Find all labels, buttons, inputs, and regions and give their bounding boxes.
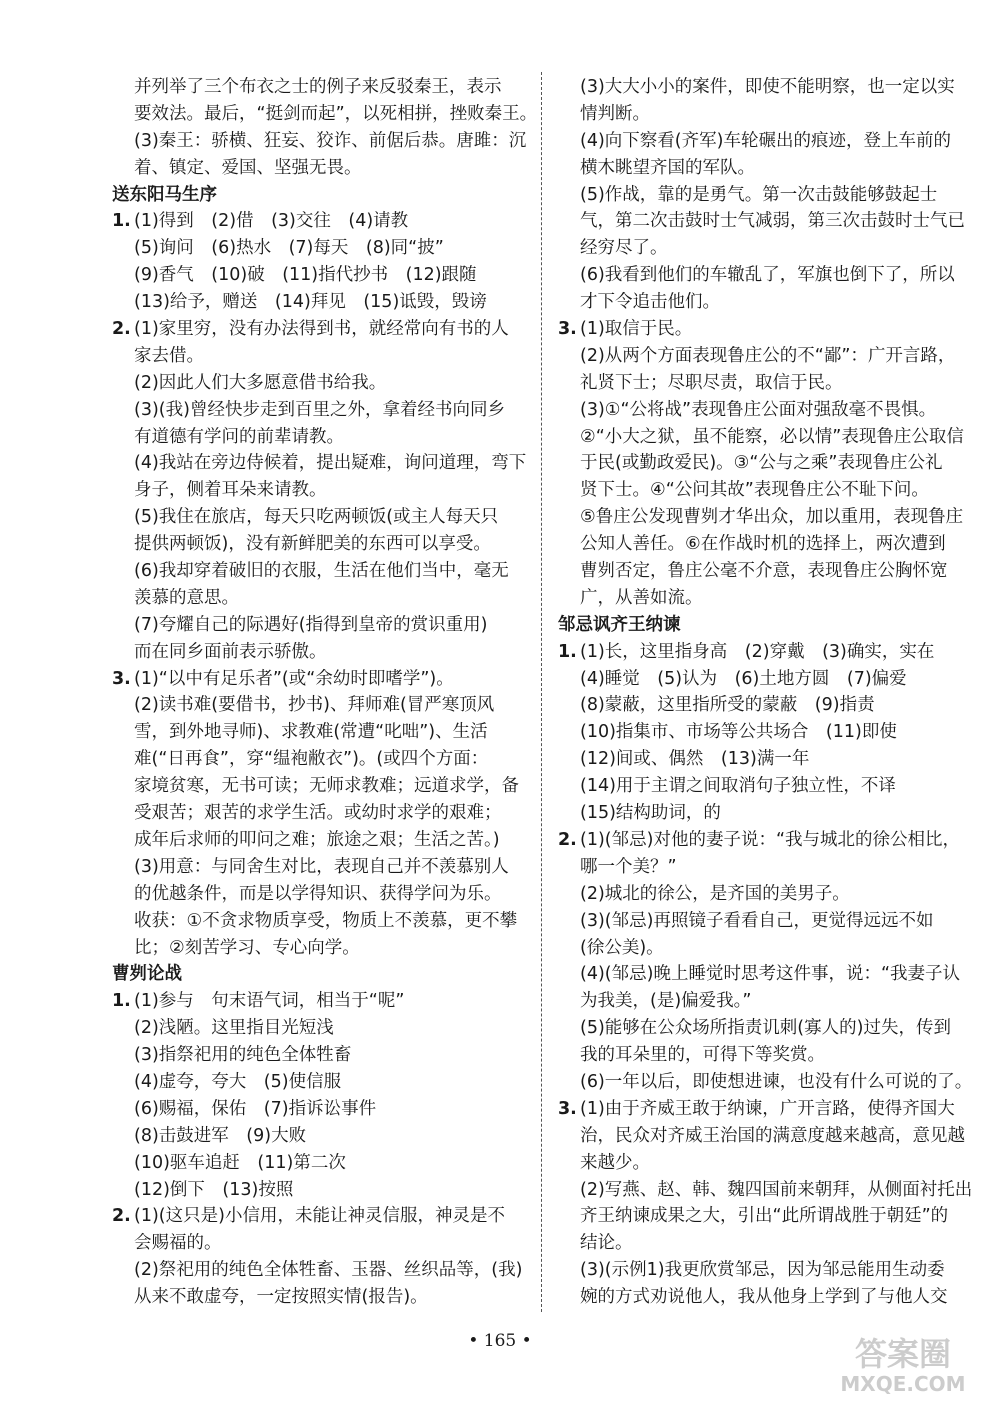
question-line: [112, 988, 542, 1015]
right-column: [558, 74, 988, 1311]
answer-line: 横木眺望齐国的军队。: [580, 157, 755, 178]
section-heading: 送东阳马生序: [112, 184, 217, 205]
answer-text: (1)由于齐威王敢于纳谏，广开言路，使得齐国大: [580, 1098, 955, 1119]
answer-line: 提供两顿饭)，没有新鲜肥美的东西可以享受。: [134, 534, 491, 555]
answer-line: (13)给予，赠送 (14)拜见 (15)诋毁，毁谤: [134, 292, 487, 313]
answer-line: 婉的方式劝说他人，我从他身上学到了与他人交: [580, 1287, 948, 1308]
answer-text: (1)参与 句末语气词，相当于“呢”: [134, 991, 405, 1012]
question-line: [112, 666, 542, 693]
answer-line: (5)询问 (6)热水 (7)每天 (8)同“披”: [134, 238, 444, 259]
question-number: 2.: [558, 829, 577, 850]
answer-line: (6)赐福，保佑 (7)指诉讼事件: [134, 1098, 377, 1119]
answer-line: 结论。: [580, 1233, 633, 1254]
question-number: 1.: [112, 211, 131, 232]
answer-line: 我的耳朵里的，可得下等奖赏。: [580, 1045, 825, 1066]
answer-line: 治，民众对齐威王治国的满意度越来越高，意见越: [580, 1125, 965, 1146]
answer-text: (1)“以中有足乐者”(或“余幼时即嗜学”)。: [134, 668, 454, 689]
section-heading: 曹刿论战: [112, 964, 182, 985]
answer-line: (2)因此人们大多愿意借书给我。: [134, 372, 387, 393]
answer-line: 会赐福的。: [134, 1233, 222, 1254]
answer-line: 并列举了三个布衣之士的例子来反驳秦王，表示: [134, 77, 502, 97]
answer-line: (2)读书难(要借书，抄书)、拜师难(冒严寒顶风: [134, 695, 495, 716]
question-number: 3.: [112, 668, 131, 689]
answer-line: (6)我却穿着破旧的衣服，生活在他们当中，毫无: [134, 561, 509, 582]
column-divider: [541, 72, 542, 1312]
answer-line: 羡慕的意思。: [134, 587, 239, 608]
answer-line: 的优越条件，而是以学得知识、获得学问为乐。: [134, 883, 502, 904]
answer-line: (10)指集市、市场等公共场合 (11)即使: [580, 722, 897, 743]
answer-line: (3)大大小小的案件，即使不能明察，也一定以实: [580, 77, 955, 97]
answer-line: 比；②刻苦学习、专心向学。: [134, 937, 360, 958]
answer-line: 于民(或勤政爱民)。③“公与之乘”表现鲁庄公礼: [580, 453, 943, 474]
answer-text: (1)(这只是)小信用，未能让神灵信服，神灵是不: [134, 1206, 505, 1227]
answer-line: 气，第二次击鼓时士气减弱，第三次击鼓时士气已: [580, 211, 965, 232]
answer-line: (14)用于主谓之间取消句子独立性，不译: [580, 776, 896, 797]
answer-text: (1)(邹忌)对他的妻子说：“我与城北的徐公相比，: [580, 829, 961, 850]
answer-line: (2)从两个方面表现鲁庄公的不“鄙”：广开言路，: [580, 345, 956, 366]
answer-line: 才下令追击他们。: [580, 292, 720, 313]
answer-line: 贤下士。④“公问其故”表现鲁庄公不耻下问。: [580, 480, 929, 501]
answer-line: ②“小大之狱，虽不能察，必以情”表现鲁庄公取信: [580, 426, 964, 447]
question-number: 1.: [558, 641, 577, 662]
answer-line: 受艰苦；艰苦的求学生活。或幼时求学的艰难；: [134, 803, 502, 824]
answer-line: (2)城北的徐公，是齐国的美男子。: [580, 883, 850, 904]
question-number: 1.: [112, 991, 131, 1012]
answer-line: 要效法。最后，“挺剑而起”，以死相拼，挫败秦王。: [134, 103, 538, 124]
answer-line: (8)击鼓进军 (9)大败: [134, 1125, 307, 1146]
answer-line: 家去借。: [134, 345, 204, 366]
answer-line: 从来不敢虚夸，一定按照实情(报告)。: [134, 1287, 428, 1308]
answer-line: 身子，侧着耳朵来请教。: [134, 480, 327, 501]
answer-line: (8)蒙蔽，这里指所受的蒙蔽 (9)指责: [580, 695, 875, 716]
question-number: 3.: [558, 319, 577, 340]
question-line: [558, 1096, 988, 1123]
answer-line: 家境贫寒，无书可读；无师求教难；远道求学，备: [134, 776, 519, 797]
answer-line: (15)结构助词，的: [580, 803, 721, 824]
answer-line: (12)间或、偶然 (13)满一年: [580, 749, 810, 770]
answer-line: (3)(邹忌)再照镜子看看自己，更觉得远远不如: [580, 910, 934, 931]
answer-line: 公知人善任。⑥在作战时机的选择上，两次遭到: [580, 534, 946, 555]
answer-line: (徐公美)。: [580, 937, 664, 958]
question-number: 3.: [558, 1098, 577, 1119]
answer-line: 礼贤下士；尽职尽责，取信于民。: [580, 372, 843, 393]
answer-line: (3)指祭祀用的纯色全体牲畜: [134, 1045, 352, 1066]
watermark-title: 答案圈: [854, 1335, 952, 1373]
answer-line: (6)我看到他们的车辙乱了，军旗也倒下了，所以: [580, 265, 955, 286]
answer-line: 雪，到外地寻师)、求教难(常遭“叱咄”)、生活: [134, 722, 488, 743]
answer-line: (4)虚夸，夸大 (5)使信服: [134, 1071, 342, 1092]
answer-line: (3)(我)曾经快步走到百里之外，拿着经书向同乡: [134, 399, 505, 420]
answer-line: (4)我站在旁边侍候着，提出疑难，询问道理，弯下: [134, 453, 527, 474]
answer-text: (1)家里穷，没有办法得到书，就经常向有书的人: [134, 319, 509, 340]
answer-line: 广，从善如流。: [580, 587, 703, 608]
answer-line: 齐王纳谏成果之大，引出“此所谓战胜于朝廷”的: [580, 1206, 949, 1227]
answer-line: 为我美，(是)偏爱我。”: [580, 991, 752, 1012]
answer-line: 收获：①不贪求物质享受，物质上不羡慕，更不攀: [134, 910, 518, 931]
answer-line: (2)浅陋。这里指目光短浅: [134, 1018, 334, 1039]
question-line: [558, 639, 988, 666]
answer-line: (9)香气 (10)破 (11)指代抄书 (12)跟随: [134, 265, 477, 286]
question-number: 2.: [112, 319, 131, 340]
section-heading: 邹忌讽齐王纳谏: [558, 614, 681, 635]
question-line: [558, 316, 988, 343]
question-number: 2.: [112, 1206, 131, 1227]
watermark-url: MXQE.COM: [840, 1372, 966, 1396]
answer-line: (5)能够在公众场所指责讥刺(寡人的)过失，传到: [580, 1018, 951, 1039]
answer-line: ⑤鲁庄公发现曹刿才华出众，加以重用，表现鲁庄: [580, 507, 964, 528]
question-line: [112, 316, 542, 343]
question-line: [112, 208, 542, 235]
answer-text: (1)得到 (2)借 (3)交往 (4)请教: [134, 211, 409, 232]
question-line: [558, 827, 988, 854]
left-column: [112, 74, 542, 1311]
answer-line: 来越少。: [580, 1152, 650, 1173]
answer-line: 着、镇定、爱国、坚强无畏。: [134, 157, 362, 178]
question-line: [112, 1203, 542, 1230]
answer-line: (4)(邹忌)晚上睡觉时思考这件事，说：“我妻子认: [580, 964, 961, 985]
answer-line: (3)用意：与同舍生对比，表现自己并不羡慕别人: [134, 856, 509, 877]
page-number: • 165 •: [468, 1331, 532, 1351]
watermark-logo: [828, 1331, 978, 1397]
answer-line: (2)祭祀用的纯色全体牲畜、玉器、丝织品等，(我): [134, 1260, 523, 1281]
answer-text: (1)取信于民。: [580, 319, 693, 340]
answer-text: (1)长，这里指身高 (2)穿戴 (3)确实，实在: [580, 641, 935, 662]
answer-line: 有道德有学问的前辈请教。: [134, 426, 344, 447]
answer-line: (4)睡觉 (5)认为 (6)土地方圆 (7)偏爱: [580, 668, 907, 689]
answer-line: (7)夸耀自己的际遇好(指得到皇帝的赏识重用): [134, 614, 488, 635]
answer-line: 哪一个美？”: [580, 856, 677, 877]
answer-line: (2)写燕、赵、韩、魏四国前来朝拜，从侧面衬托出: [580, 1179, 973, 1200]
answer-line: 经穷尽了。: [580, 238, 668, 259]
answer-line: 情判断。: [580, 103, 650, 124]
answer-line: (5)作战，靠的是勇气。第一次击鼓能够鼓起士: [580, 184, 938, 205]
answer-line: (10)驱车追赶 (11)第二次: [134, 1152, 346, 1173]
answer-line: (5)我住在旅店，每天只吃两顿饭(或主人每天只: [134, 507, 499, 528]
answer-line: 成年后求师的叩问之难；旅途之艰；生活之苦。): [134, 829, 500, 850]
answer-line: 难(“日再食”，穿“缊袍敝衣”)。(或四个方面：: [134, 749, 489, 770]
answer-line: (12)倒下 (13)按照: [134, 1179, 294, 1200]
answer-line: (4)向下察看(齐军)车轮碾出的痕迹，登上车前的: [580, 130, 951, 151]
answer-line: (3)(示例1)我更欣赏邹忌，因为邹忌能用生动委: [580, 1260, 945, 1281]
answer-line: (3)①“公将战”表现鲁庄公面对强敌毫不畏惧。: [580, 399, 937, 420]
answer-line: (6)一年以后，即使想进谏，也没有什么可说的了。: [580, 1071, 973, 1092]
answer-line: 而在同乡面前表示骄傲。: [134, 641, 327, 662]
answer-line: 曹刿否定，鲁庄公毫不介意，表现鲁庄公胸怀宽: [580, 561, 948, 582]
answer-line: (3)秦王：骄横、狂妄、狡诈、前倨后恭。唐雎：沉: [134, 130, 527, 151]
